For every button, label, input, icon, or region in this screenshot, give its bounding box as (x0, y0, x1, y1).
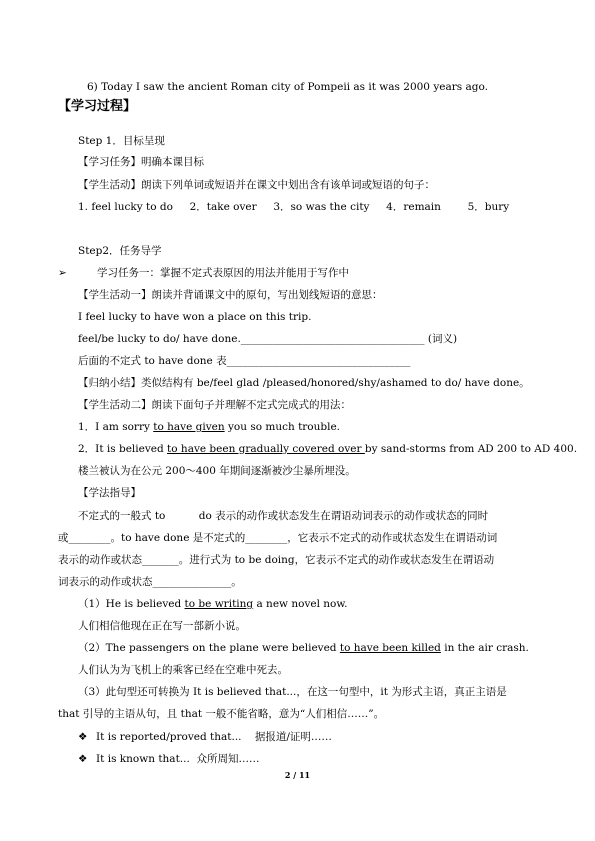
phrase-meaning-line: feel/be lucky to do/ have done.___________________________________ (词义) (78, 333, 458, 345)
known-phrase: It is known that... 众所周知…… (96, 753, 260, 765)
example-2: 2．It is believed to have been gradually covered over by sand-storms from AD 200 to AD 400. (78, 443, 578, 455)
blank-3: _______ (142, 554, 179, 566)
example-e2-translation: 人们认为为飞机上的乘客已经在空难中死去。 (78, 664, 288, 676)
summary-line: 【归纳小结】类似结构有 be/feel glad /pleased/honored/shy/ashamed to do/ have done。 (78, 377, 530, 389)
example-sentence: I feel lucky to have won a place on this trip. (78, 311, 312, 323)
note-line-1: （3）此句型还可转换为 It is believed that...，在这一句型中，it 为形式主语，真正主语是 (78, 686, 507, 698)
blank-1: ________ (68, 532, 111, 544)
step1-activity: 【学生活动】朗读下列单词或短语并在课文中划出含有该单词或短语的句子： (78, 179, 435, 191)
page-number: 2 / 11 (284, 770, 311, 780)
step1-title: Step 1．目标呈现 (78, 135, 165, 147)
step1-words: 1. feel lucky to do 2．take over 3．so was the city 4．remain 5．bury (78, 201, 510, 213)
method-guide-heading: 【学法指导】 (78, 487, 141, 499)
diamond-bullet-icon: ❖ (78, 731, 88, 743)
guide-line-1: 不定式的一般式 to do 表示的动作或状态发生在谓语动词表示的动作或状态的同时 (78, 510, 489, 522)
activity1-heading: 【学生活动一】朗读并背诵课文中的原句，写出划线短语的意思： (78, 289, 383, 301)
task1-heading: 学习任务一：掌握不定式表原因的用法并能用于写作中 (97, 267, 349, 279)
example-e1: （1）He is believed to be writing a new novel now. (78, 598, 348, 610)
blank-meaning: ___________________________________ (240, 333, 425, 345)
activity2-heading: 【学生活动二】朗读下面句子并理解不定式完成式的用法： (78, 399, 351, 411)
infinitive-expresses-line: 后面的不定式 to have done 表___________________________________ (78, 355, 411, 367)
blank-4: _______________ (152, 576, 232, 588)
example-1: 1．I am sorry to have given you so much trouble. (78, 421, 341, 433)
example-e2: （2）The passengers on the plane were believed to have been killed in the air crash. (78, 642, 529, 654)
step1-task: 【学习任务】明确本课目标 (78, 156, 204, 168)
section-title: 【学习过程】 (58, 99, 137, 114)
intro-sentence: 6) Today I saw the ancient Roman city of Pompeii as it was 2000 years ago. (87, 81, 488, 93)
example-e1-translation: 人们相信他现在正在写一部新小说。 (78, 620, 246, 632)
example-2-translation: 楼兰被认为在公元 200～400 年期间逐渐被沙尘暴所埋没。 (78, 465, 356, 477)
diamond-bullet-icon: ❖ (78, 753, 88, 765)
blank-expresses: ___________________________________ (226, 355, 411, 367)
reported-phrase: It is reported/proved that... 据报道/证明…… (96, 731, 332, 743)
blank-2: ________ (245, 532, 288, 544)
note-line-2: that 引导的主语从句，且 that 一般不能省略，意为“人们相信……”。 (58, 708, 385, 720)
guide-line-4: 词表示的动作或状态_______________。 (58, 576, 242, 588)
bullet-arrow: ➢ (58, 267, 67, 279)
step2-title: Step2．任务导学 (78, 245, 162, 257)
guide-line-2: 或________。to have done 是不定式的________，它表示不定式的动作或状态发生在谓语动词 (58, 532, 498, 544)
guide-line-3: 表示的动作或状态_______。进行式为 to be doing，它表示不定式的动作或状态发生在谓语动 (58, 554, 495, 566)
